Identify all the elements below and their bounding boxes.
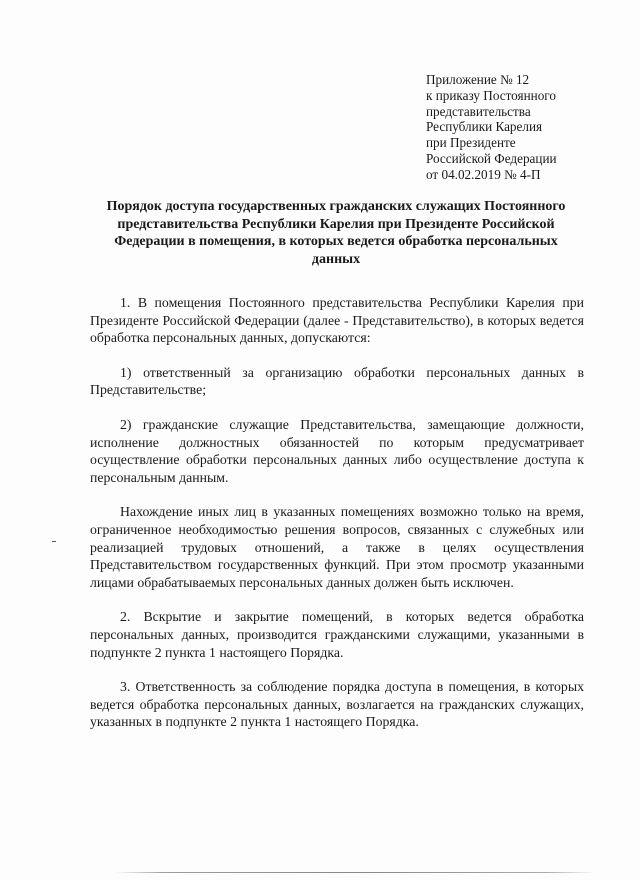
appendix-block — [426, 72, 616, 183]
document-body — [90, 294, 584, 748]
paragraph: 3. Ответственность за соблюдение порядка доступа в помещения, в которых ведется обработка персональных данных, возлагается на гражданских служащих, указанных в подпункте 2 пункта 1 настоящего Порядка. — [90, 679, 584, 730]
appendix-line: представительства — [426, 103, 531, 119]
paragraph: 1. В помещения Постоянного представительства Республики Карелия при Президенте Российской Федерации (далее - Представительство), в которых ведется обработка персональных данных, допускаются: — [90, 295, 584, 346]
appendix-line: Приложение № 12 — [426, 72, 530, 87]
paragraph: 1) ответственный за организацию обработки персональных данных в Представительстве; — [90, 364, 584, 398]
scan-mark — [52, 541, 56, 542]
appendix-line: Российской Федерации — [426, 150, 557, 166]
paragraph: 2) гражданские служащие Представительства, замещающие должности, исполнение должностных обязанностей по которым предусматривает осуществление обработки персональных данных либо осуществление доступа к персональным данным. — [90, 416, 584, 485]
appendix-line: к приказу Постоянного — [426, 87, 556, 103]
appendix-line: при Президенте — [426, 135, 516, 151]
appendix-line: Республики Карелия — [426, 119, 543, 135]
document-title: Порядок доступа государственных гражданских служащих Постоянного представительства Республики Карелия при Президенте Российской Федерации в помещения, в которых ведется обработка персональных данных — [106, 199, 566, 267]
appendix-line: от 04.02.2019 № 4-П — [426, 166, 541, 182]
paragraph: Нахождение иных лиц в указанных помещениях возможно только на время, ограниченное необходимостью решения вопросов, связанных с служебных или реализацией трудовых отношений, а также в целях осуществления Представительством государственных функций. При этом просмотр указанными лицами обрабатываемых персональных данных должен быть исключен. — [90, 504, 584, 590]
scan-edge-line — [115, 872, 595, 873]
paragraph: 2. Вскрытие и закрытие помещений, в которых ведется обработка персональных данных, производится гражданскими служащими, указанными в подпункте 2 пункта 1 настоящего Порядка. — [90, 609, 584, 660]
